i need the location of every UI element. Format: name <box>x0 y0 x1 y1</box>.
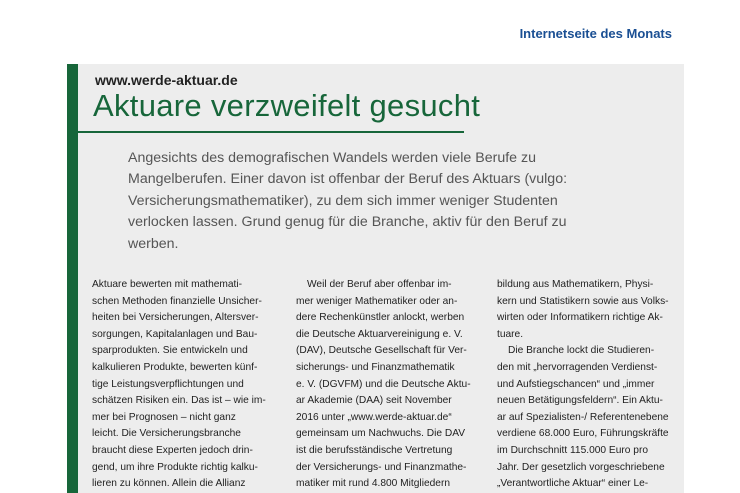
lead-line: werben. <box>128 235 179 252</box>
body-line: tige Leistungsverpflichtungen und <box>92 378 244 390</box>
body-line: tuare. <box>497 328 524 340</box>
article-title: Aktuare verzweifelt gesucht <box>93 88 481 123</box>
body-line: im Durchschnitt 115.000 Euro pro <box>497 444 649 456</box>
body-line: der Versicherungs- und Finanzmathe- <box>296 461 467 473</box>
body-column-3 <box>497 277 673 493</box>
body-column-1 <box>92 277 264 493</box>
body-line: 2016 unter „www.werde-aktuar.de“ <box>296 411 452 423</box>
article-lead <box>128 148 648 255</box>
body-line: leicht. Die Versicherungsbranche <box>92 428 241 440</box>
body-line: den mit „hervorragenden Verdienst- <box>497 361 658 373</box>
body-line: gemeinsam um Nachwuchs. Die DAV <box>296 428 466 440</box>
body-line: kern und Statistikern sowie aus Volks- <box>497 295 669 307</box>
body-line: kalkulieren Produkte, bewerten künf- <box>92 361 258 373</box>
body-line: verdiene 68.000 Euro, Führungskräfte <box>497 428 669 440</box>
body-line: Die Branche lockt die Studieren- <box>508 345 655 357</box>
body-line: „Verantwortliche Aktuar“ einer Le- <box>497 478 649 490</box>
body-line: sparprodukten. Sie entwickeln und <box>92 345 248 357</box>
body-line: schätzen Risiken ein. Das ist – wie im- <box>92 395 266 407</box>
section-label: Internetseite des Monats <box>519 26 672 41</box>
body-line: sicherungs- und Finanzmathematik <box>296 361 455 373</box>
body-line: und Aufstiegschancen“ und „immer <box>497 378 655 390</box>
lead-line: Versicherungsmathematiker), zu dem sich immer weniger Studenten <box>128 192 558 209</box>
lead-line: verlocken lassen. Grund genug für die Branche, aktiv für den Beruf zu <box>128 214 567 231</box>
body-line: ar Akademie (DAA) seit November <box>296 395 452 407</box>
body-line: schen Methoden finanzielle Unsicher- <box>92 295 262 307</box>
body-line: gend, um ihre Produkte richtig kalku- <box>92 461 258 473</box>
body-line: mer weniger Mathematiker oder an- <box>296 295 458 307</box>
title-underline <box>78 131 464 133</box>
body-line: (DAV), Deutsche Gesellschaft für Ver- <box>296 345 467 357</box>
body-line: Aktuare bewerten mit mathemati- <box>92 279 243 290</box>
body-line: braucht diese Experten jedoch drin- <box>92 444 253 456</box>
body-line: bildung aus Mathematikern, Physi- <box>497 279 654 290</box>
body-line: wirten oder Informatikern richtige Ak- <box>497 312 663 324</box>
body-line: ist die berufsständische Vertretung <box>296 444 453 456</box>
body-line: matiker mit rund 4.800 Mitgliedern <box>296 478 451 490</box>
body-line: Jahr. Der gesetzlich vorgeschriebene <box>497 461 665 473</box>
body-line: neuen Betätigungsfeldern“. Ein Aktu- <box>497 395 663 407</box>
body-line: ar auf Spezialisten-/ Referentenebene <box>497 411 669 423</box>
lead-line: Mangelberufen. Einer davon ist offenbar der Beruf des Aktuars (vulgo: <box>128 171 568 188</box>
article-url: www.werde-aktuar.de <box>95 72 238 88</box>
body-column-2 <box>296 277 471 493</box>
body-line: Weil der Beruf aber offenbar im- <box>307 279 452 290</box>
body-line: heiten bei Versicherungen, Altersver- <box>92 312 259 324</box>
body-line: e. V. (DGVFM) und die Deutsche Aktu- <box>296 378 471 390</box>
body-line: lieren zu können. Allein die Allianz <box>92 478 246 490</box>
body-line: dere Rechenkünstler anlockt, werben <box>296 312 465 324</box>
body-line: mer bei Prognosen – nicht ganz <box>92 411 236 423</box>
accent-bar <box>67 64 78 493</box>
lead-line: Angesichts des demografischen Wandels werden viele Berufe zu <box>128 150 536 166</box>
body-line: sorgungen, Kapitalanlagen und Bau- <box>92 328 258 340</box>
body-line: die Deutsche Aktuarvereinigung e. V. <box>296 328 463 340</box>
